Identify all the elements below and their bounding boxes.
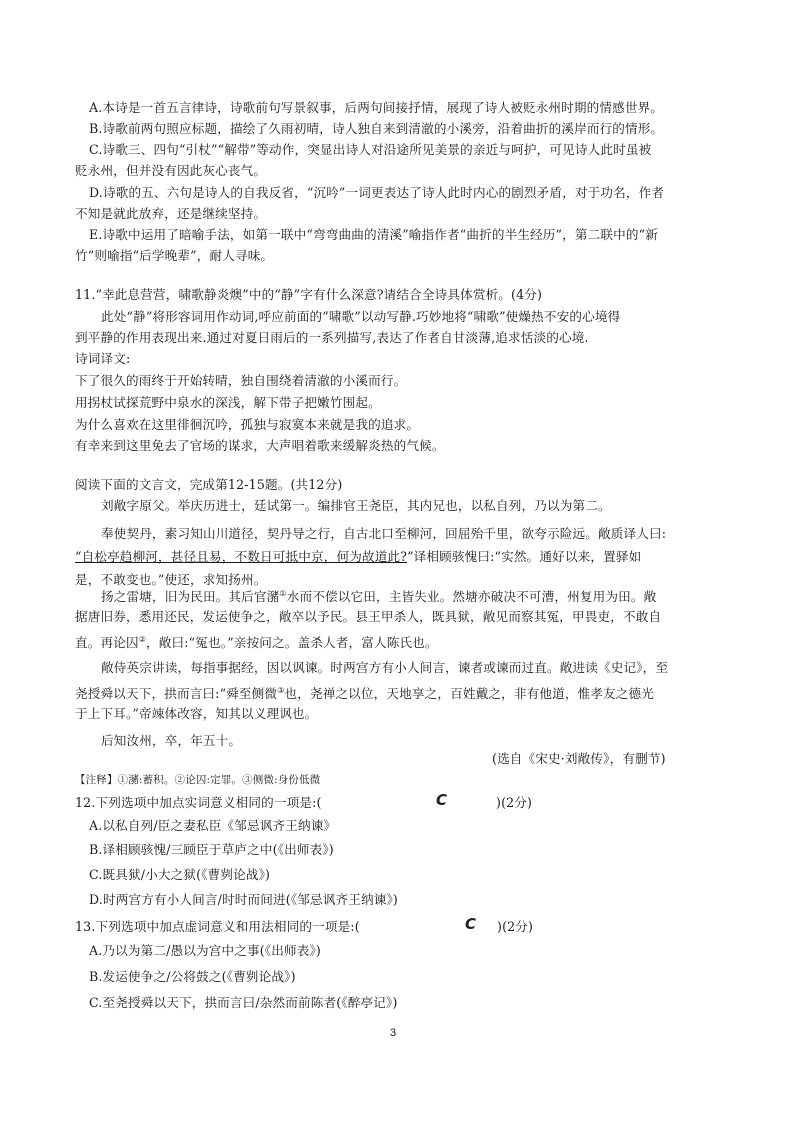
q13-handwritten-answer: C [465, 915, 477, 933]
q10-option-c-cont: 贬永州，但并没有因此灰心丧气。 [75, 163, 267, 178]
passage-paragraph-4-line1: 敞侍英宗讲读，每指事据经，因以讽谏。时两宫方有小人间言，谏者或谏而过直。敞进读《史记》，至 [101, 660, 669, 675]
q13-option-c: C.至尧授舜以天下，拱而言曰/杂然而前陈者(《醉亭记》) [89, 995, 398, 1010]
q11-question: 11.“幸此息营营，啸歌静炎燠”中的“静”字有什么深意?请结合全诗具体赏析。(4分) [75, 287, 543, 302]
footnote-ref-2: ② [138, 635, 147, 644]
passage-paragraph-2-line3: 是，不敢变也。”使还，求知扬州。 [75, 572, 267, 587]
p3-text-a: 扬之雷塘，旧为民田。其后官瀦 [101, 589, 280, 605]
p3-line3-b: ，敞曰:“冤也。”亲按问之。盖杀人者，富人陈氏也。 [146, 635, 438, 651]
passage-paragraph-5: 后知汝州，卒，年五十。 [101, 733, 242, 748]
passage-paragraph-2-line1: 奉使契丹，素习知山川道径，契丹导之行，自古北口至柳河，回屈殆千里，欲夸示险远。敞质译人曰: [101, 526, 667, 541]
q10-option-c: C.诗歌三、四句“引杖”“解带”等动作，突显出诗人对沿途所见美景的亲近与呵护，可见诗人此时虽被 [89, 142, 652, 157]
q12-option-b: B.译相顾骇愧/三顾臣于草庐之中(《出师表》) [89, 842, 334, 857]
q11-answer-line2: 到平静的作用表现出来.通过对夏日雨后的一系列描写,表达了作者自甘淡薄,追求恬淡的心境. [75, 330, 589, 345]
footnote-ref-3: ③ [277, 686, 285, 695]
passage-paragraph-1: 刘敞字原父。举庆历进士，廷试第一。编排官王尧臣，其内兄也，以私自列，乃以为第二。 [101, 498, 611, 513]
q12-points: )(2分) [496, 795, 533, 810]
q10-option-d-cont: 不知是就此放弃，还是继续坚持。 [75, 206, 267, 221]
passage-paragraph-3-line1 [101, 584, 656, 607]
passage-paragraph-4-line3: 于上下耳。”帝竦体改容，知其以义理讽也。 [75, 706, 318, 721]
q12-option-c: C.既具狱/小大之狱(《曹刿论战》) [89, 867, 271, 882]
passage-notes: 【注释】①瀦:蓄积。②论囚:定罪。③侧微:身份低微 [75, 774, 321, 786]
underlined-quote: “自松亭趋柳河，甚径且易，不数日可抵中京，何为故道此? [75, 549, 408, 564]
q11-answer-line1: 此处“静”将形容词用作动词,呼应前面的“啸歌”以动写静.巧妙地将“啸歌”使燥热不安的心境得 [101, 309, 621, 324]
translation-line2: 用拐杖试探荒野中泉水的深浅，解下带子把嫩竹围起。 [75, 395, 381, 410]
q10-option-d: D.诗歌的五、六句是诗人的自我反省，“沉吟”一词更表达了诗人此时内心的剧烈矛盾，对于功名，作者 [89, 185, 665, 200]
q10-option-a: A.本诗是一首五言律诗，诗歌前句写景叙事，后两句间接抒情，展现了诗人被贬永州时期的情感世界。 [89, 100, 664, 115]
quote-continuation: ”译相顾骇愧曰:“实然。通好以来，置驿如 [407, 549, 642, 564]
q12-option-d: D.时两宫方有小人间言/时时而间进(《邹忌讽齐王纳谏》) [89, 892, 398, 907]
q13-option-a: A.乃以为第二/愚以为宫中之事(《出师表》) [89, 943, 321, 958]
q10-option-e-cont: 竹”则喻指“后学晚辈”，耐人寻味。 [75, 248, 274, 263]
p4-line2-a: 尧授舜以天下，拱而言曰:“舜至侧微 [75, 686, 278, 702]
translation-title: 诗词译文: [75, 351, 131, 366]
q12-option-a: A.以私自列/臣之妻私臣《邹忌讽齐王纳谏》 [89, 818, 337, 833]
p3-text-b: 水而不偿以它田，主皆失业。然塘亦破决不可漕，州复用为田。敞 [286, 589, 657, 605]
page-number: 3 [390, 1027, 397, 1039]
translation-line1: 下了很久的雨终于开始转晴，独自围绕着清澈的小溪而行。 [75, 373, 407, 388]
q13-option-b: B.发运使争之/公将鼓之(《曹刿论战》) [89, 969, 296, 984]
passage-paragraph-2-line2 [75, 547, 641, 567]
passage-paragraph-3-line3 [75, 630, 438, 653]
translation-line3: 为什么喜欢在这里徘徊沉吟，孤独与寂寞本来就是我的追求。 [75, 417, 420, 432]
footnote-ref-1: ① [279, 589, 287, 598]
q12-question: 12.下列选项中加点实词意义相同的一项是:( [75, 795, 322, 810]
passage-paragraph-4-line2 [75, 681, 654, 704]
q10-option-b: B.诗歌前两句照应标题，描绘了久雨初晴，诗人独自来到清澈的小溪旁，沿着曲折的溪岸而行的情形。 [89, 121, 664, 136]
q13-question: 13.下列选项中加点虚词意义和用法相同的一项是:( [75, 919, 360, 934]
passage-intro: 阅读下面的文言文，完成第12-15题。(共12分) [75, 477, 343, 492]
translation-line4: 有幸来到这里免去了官场的谋求，大声唱着歌来缓解炎热的气候。 [75, 438, 445, 453]
p3-line3-a: 直。再论囚 [75, 635, 139, 651]
passage-source: (选自《宋史·刘敞传》，有删节) [492, 751, 666, 766]
q12-handwritten-answer: C [436, 791, 448, 809]
q13-points: )(2分) [497, 919, 534, 934]
passage-paragraph-3-line2: 据唐旧券，悉用还民，发运使争之，敞卒以予民。县王甲杀人，既具狱，敞见而察其冤，甲畏吏，不敢自 [75, 609, 662, 624]
p4-line2-b: 也，尧禅之以位，天地享之，百姓戴之，非有他道，惟孝友之德光 [284, 686, 655, 702]
q10-option-e: E.诗歌中运用了暗喻手法，如第一联中“弯弯曲曲的清溪”喻指作者“曲折的半生经历”，第二联中的“新 [89, 227, 658, 242]
